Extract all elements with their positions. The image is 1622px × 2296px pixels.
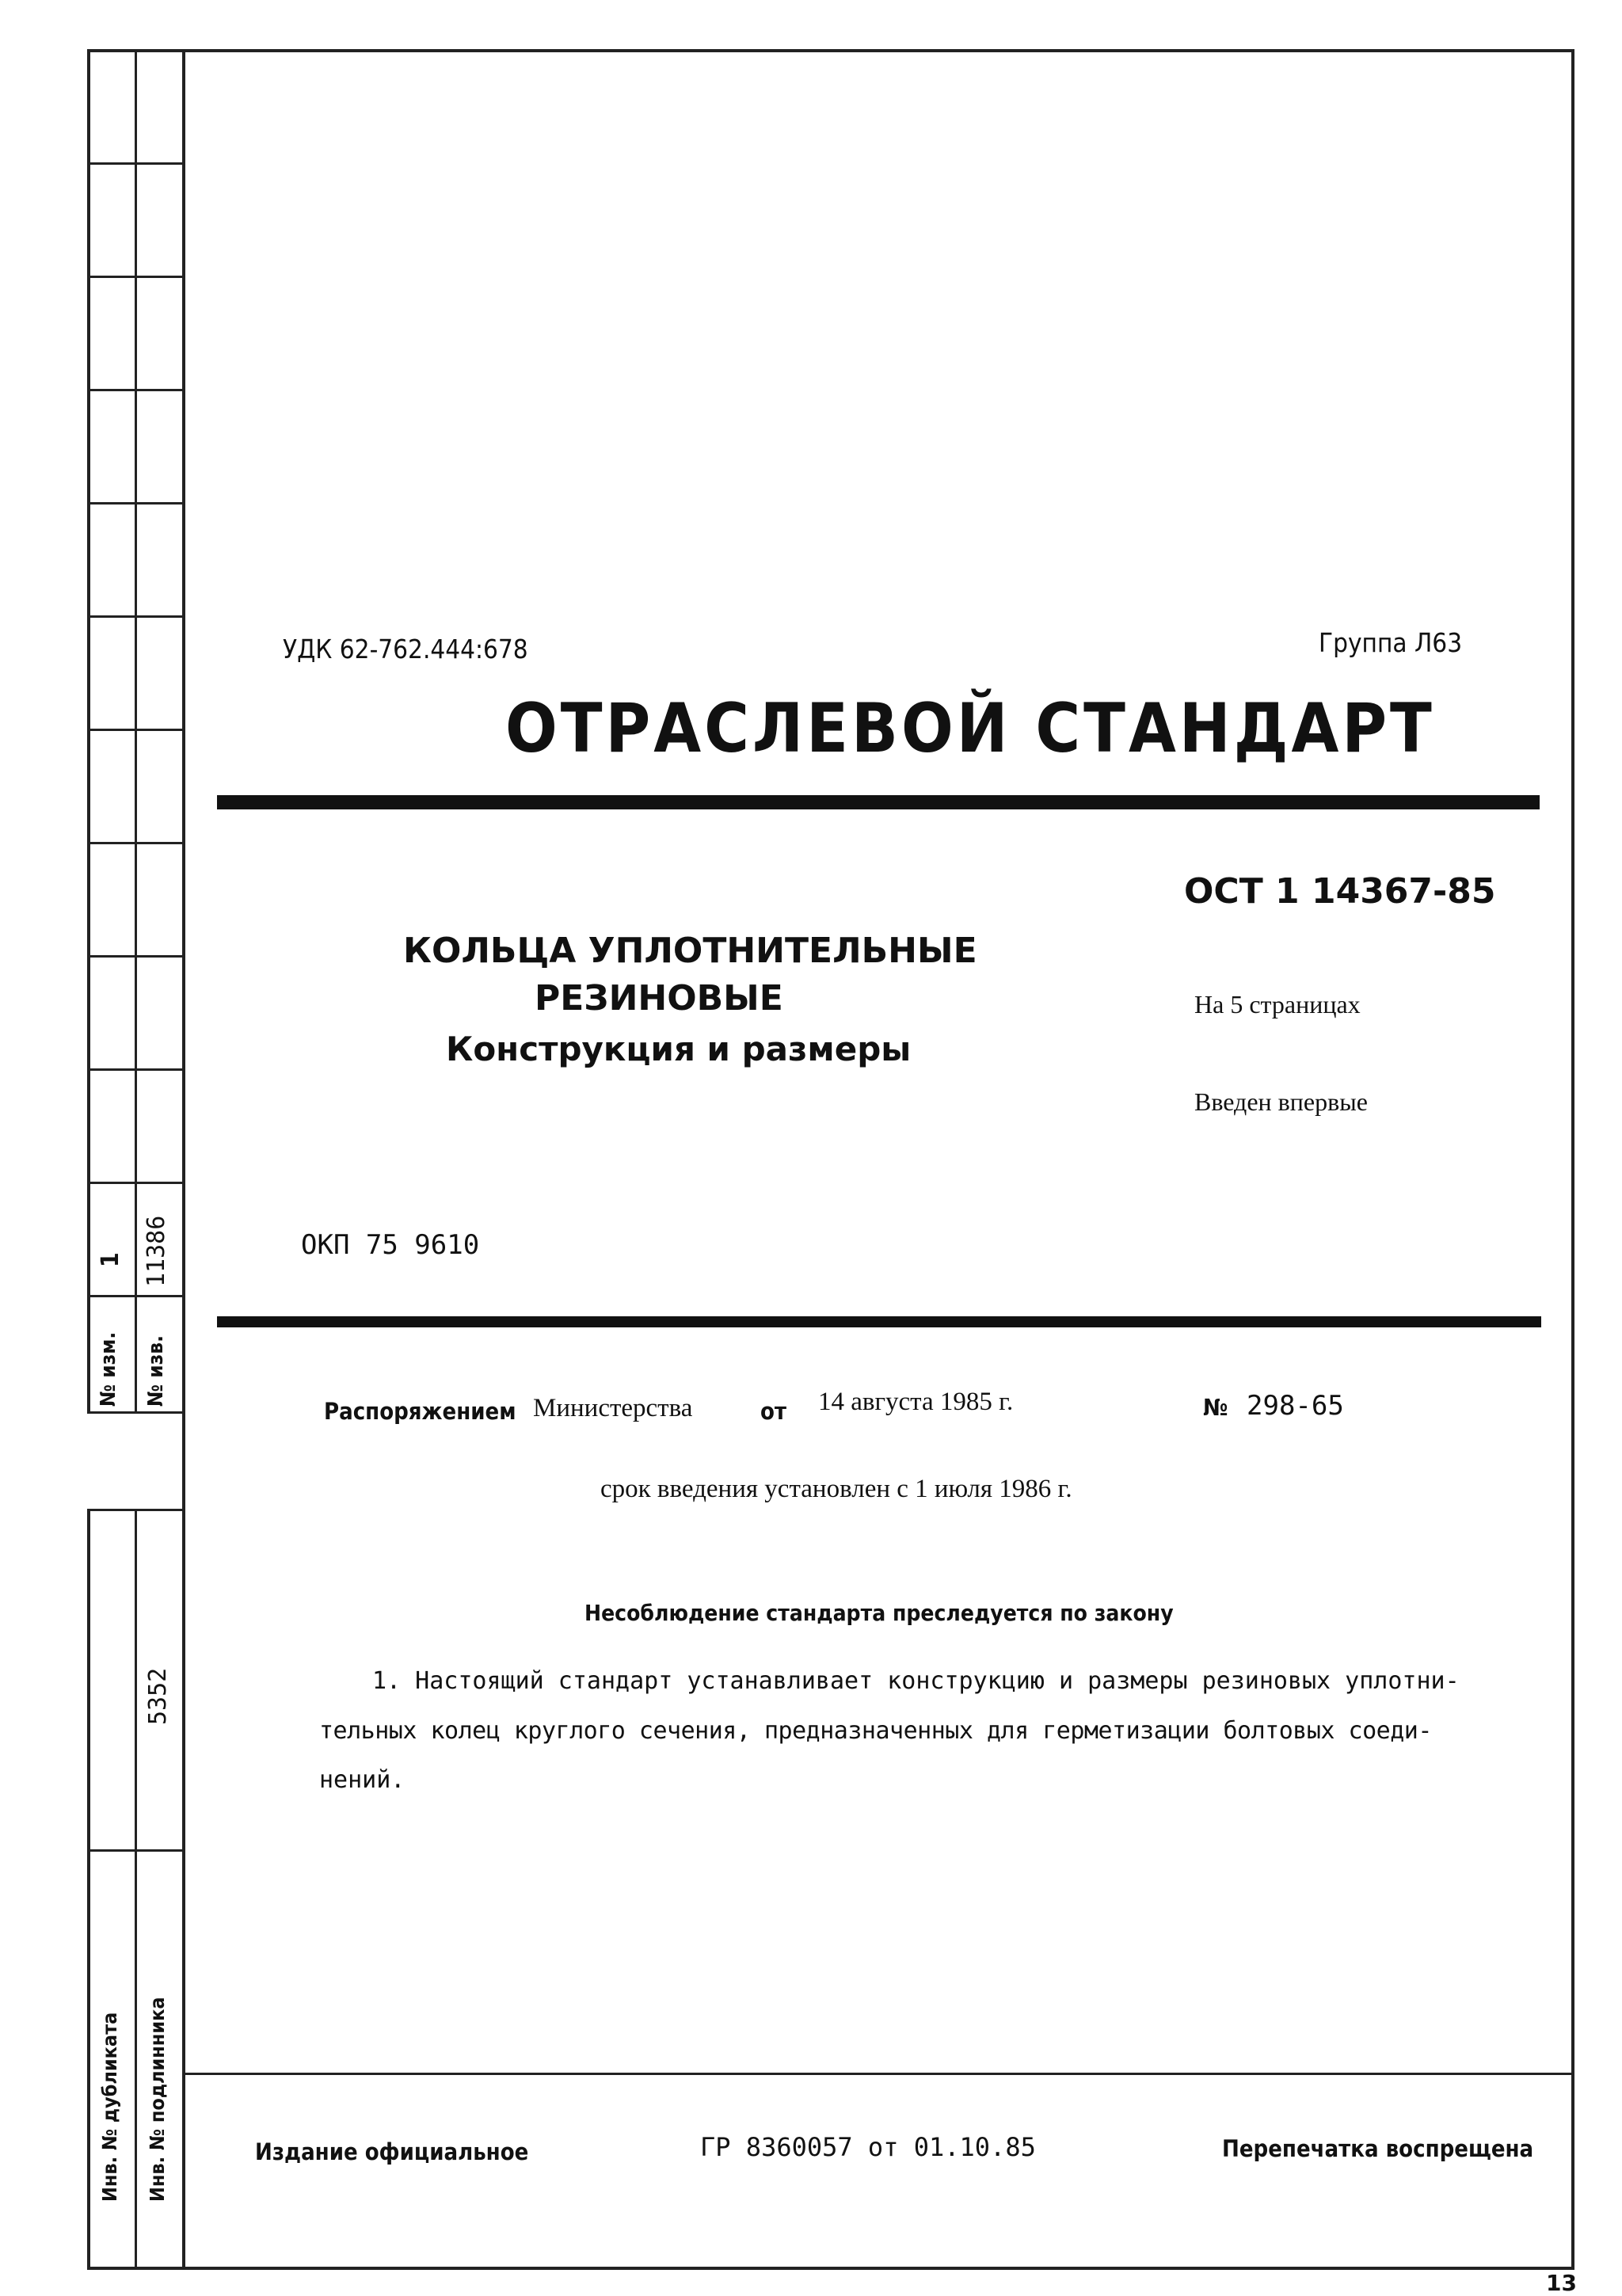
original-inv-label: Инв. № подлинника xyxy=(146,1997,169,2202)
duplicate-inv-label: Инв. № дубликата xyxy=(98,2012,121,2202)
change-no-value: 1 xyxy=(97,1252,124,1267)
paragraph-line-3: нений. xyxy=(319,1766,406,1794)
strip-cell-line xyxy=(87,162,182,165)
order-from: от xyxy=(760,1398,787,1425)
registration-number: ГР 8360057 от 01.10.85 xyxy=(700,2132,1036,2162)
pages-count: На 5 страницах xyxy=(1194,990,1361,1019)
order-number: 298-65 xyxy=(1247,1390,1344,1422)
order-ministry: Министерства xyxy=(533,1394,693,1422)
order-date: 14 августа 1985 г. xyxy=(818,1388,1014,1416)
reprint-note: Перепечатка воспрещена xyxy=(1222,2135,1534,2162)
introduced-status: Введен впервые xyxy=(1194,1087,1368,1116)
effective-date: срок введения установлен с 1 июля 1986 г. xyxy=(600,1475,1072,1503)
strip-cell-line xyxy=(87,1295,182,1297)
edition-note: Издание официальное xyxy=(255,2138,529,2165)
original-inv-value: 5352 xyxy=(144,1667,172,1725)
paragraph-line-1: 1. Настоящий стандарт устанавливает конструкцию и размеры резиновых уплотни- xyxy=(372,1667,1460,1695)
okp-code: ОКП 75 9610 xyxy=(301,1229,480,1261)
strip-cell-line xyxy=(87,389,182,391)
page-title: ОТРАСЛЕВОЙ СТАНДАРТ xyxy=(505,689,1435,768)
notice-no-value: 11386 xyxy=(143,1215,170,1287)
strip-cell-line xyxy=(87,729,182,731)
paragraph-line-2: тельных колец круглого сечения, предназначенных для герметизации болтовых соеди- xyxy=(319,1717,1432,1745)
okp-rule xyxy=(217,1316,1541,1327)
strip-cell-line xyxy=(87,1182,182,1184)
udk-code: УДК 62-762.444:678 xyxy=(283,634,528,664)
group-code: Группа Л63 xyxy=(1319,627,1463,658)
footer-rule xyxy=(182,2073,1574,2075)
side-strip-lower-divider xyxy=(135,1509,137,2269)
order-number-label: № xyxy=(1203,1394,1228,1421)
page-number: 13 xyxy=(1546,2270,1577,2296)
subject-line-2: РЕЗИНОВЫЕ xyxy=(535,978,783,1019)
title-rule xyxy=(217,795,1540,809)
strip-cell-line xyxy=(87,615,182,618)
strip-cell-line xyxy=(87,1849,182,1852)
change-no-label: № изм. xyxy=(97,1331,120,1407)
strip-cell-line xyxy=(87,276,182,278)
page-frame xyxy=(182,49,1574,2270)
subject-line-1: КОЛЬЦА УПЛОТНИТЕЛЬНЫЕ xyxy=(403,931,977,971)
subject-line-3: Конструкция и размеры xyxy=(446,1030,912,1068)
notice-no-label: № изв. xyxy=(144,1335,168,1407)
strip-cell-line xyxy=(87,842,182,844)
strip-cell-line xyxy=(87,955,182,958)
standard-number: ОСТ 1 14367-85 xyxy=(1184,871,1496,912)
strip-cell-line xyxy=(87,502,182,505)
frame-bottom-line xyxy=(87,2267,1574,2270)
strip-cell-line xyxy=(87,1411,182,1414)
strip-cell-line xyxy=(87,1068,182,1071)
legal-warning: Несоблюдение стандарта преследуется по закону xyxy=(584,1600,1174,1626)
order-prefix: Распоряжением xyxy=(324,1398,516,1425)
